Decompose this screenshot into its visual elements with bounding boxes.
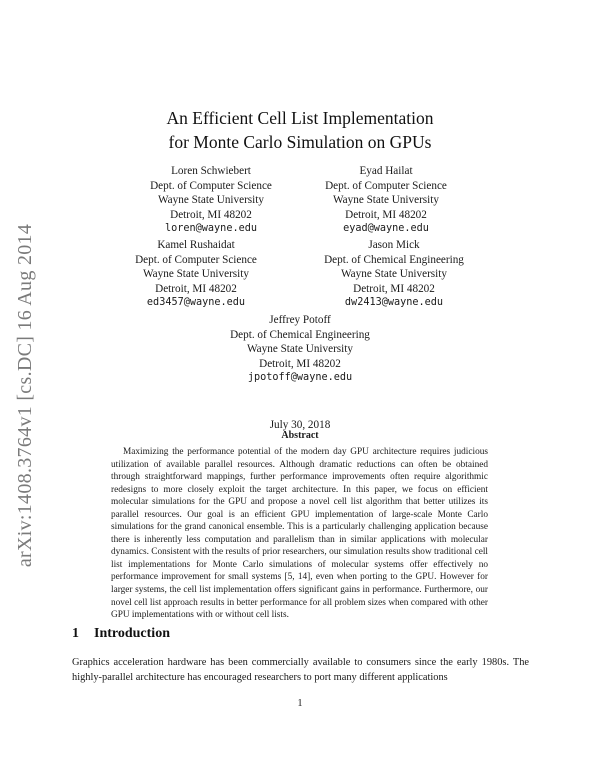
author-name: Kamel Rushaidat xyxy=(157,239,235,251)
author-univ: Wayne State University xyxy=(341,268,447,281)
page-number: 1 xyxy=(297,698,303,709)
title-line-2: for Monte Carlo Simulation on GPUs xyxy=(168,132,432,152)
author-block xyxy=(106,238,286,311)
author-dept: Dept. of Chemical Engineering xyxy=(230,328,370,341)
author-dept: Dept. of Computer Science xyxy=(150,179,272,192)
arxiv-id: arXiv:1408.3764v1 [cs.DC] 16 Aug 2014 xyxy=(14,223,37,567)
author-city: Detroit, MI 48202 xyxy=(155,282,237,295)
author-name: Jeffrey Potoff xyxy=(269,314,331,326)
author-email[interactable]: ed3457@wayne.edu xyxy=(146,297,246,309)
title-line-1: An Efficient Cell List Implementation xyxy=(166,108,434,128)
author-block xyxy=(296,164,476,237)
paper-title xyxy=(0,106,600,154)
author-name: Jason Mick xyxy=(368,239,420,251)
author-univ: Wayne State University xyxy=(158,194,264,207)
author-dept: Dept. of Computer Science xyxy=(135,253,257,266)
author-city: Detroit, MI 48202 xyxy=(353,282,435,295)
author-name: Loren Schwiebert xyxy=(171,165,251,177)
author-name: Eyad Hailat xyxy=(359,165,413,177)
author-email[interactable]: eyad@wayne.edu xyxy=(343,223,429,235)
author-email[interactable]: loren@wayne.edu xyxy=(164,223,257,235)
section-title: Introduction xyxy=(94,626,170,641)
author-block xyxy=(304,238,484,311)
author-email[interactable]: jpotoff@wayne.edu xyxy=(247,372,353,384)
author-email[interactable]: dw2413@wayne.edu xyxy=(344,297,444,309)
author-block xyxy=(121,164,301,237)
paper-date: July 30, 2018 xyxy=(269,419,331,431)
author-city: Detroit, MI 48202 xyxy=(170,208,252,221)
author-city: Detroit, MI 48202 xyxy=(345,208,427,221)
abstract-heading: Abstract xyxy=(281,430,319,441)
author-city: Detroit, MI 48202 xyxy=(259,357,341,370)
section-number: 1 xyxy=(72,626,79,641)
author-block xyxy=(200,313,400,386)
author-dept: Dept. of Chemical Engineering xyxy=(324,253,464,266)
author-univ: Wayne State University xyxy=(247,343,353,356)
author-univ: Wayne State University xyxy=(143,268,249,281)
author-univ: Wayne State University xyxy=(333,194,439,207)
section-heading xyxy=(72,626,170,642)
abstract-text: Maximizing the performance potential of the modern day GPU architecture requires judicious utilization of available parallel resources. Although dramatic reductions can often be obtained through straightforward mappings, further performance improvements often require algorithmic redesigns to more closely exploit the target architecture. In this paper, we focus on efficient molecular simulations for the GPU and propose a novel cell list algorithm that better utilizes its parallel resources. Our goal is an efficient GPU implementation of large-scale Monte Carlo simulations for the grand canonical ensemble. This is a particularly challenging application because there is inherently less computation and parallelism than in similar applications with molecular dynamics. Consistent with the results of prior researchers, our simulation results show traditional cell list implementations for Monte Carlo simulations of molecular systems offer effectively no performance improvement for small systems [5, 14], even when porting to the GPU. However for larger systems, the cell list implementation offers significant gains in performance. Furthermore, our novel cell list approach results in better performance for all problem sizes when compared with other GPU implementations with or without cell lists. xyxy=(111,447,488,621)
author-dept: Dept. of Computer Science xyxy=(325,179,447,192)
arxiv-stamp xyxy=(8,210,44,580)
intro-paragraph: Graphics acceleration hardware has been commercially available to consumers since the early 1980s. The highly-parallel architecture has encouraged researchers to port many different applications xyxy=(72,657,529,683)
